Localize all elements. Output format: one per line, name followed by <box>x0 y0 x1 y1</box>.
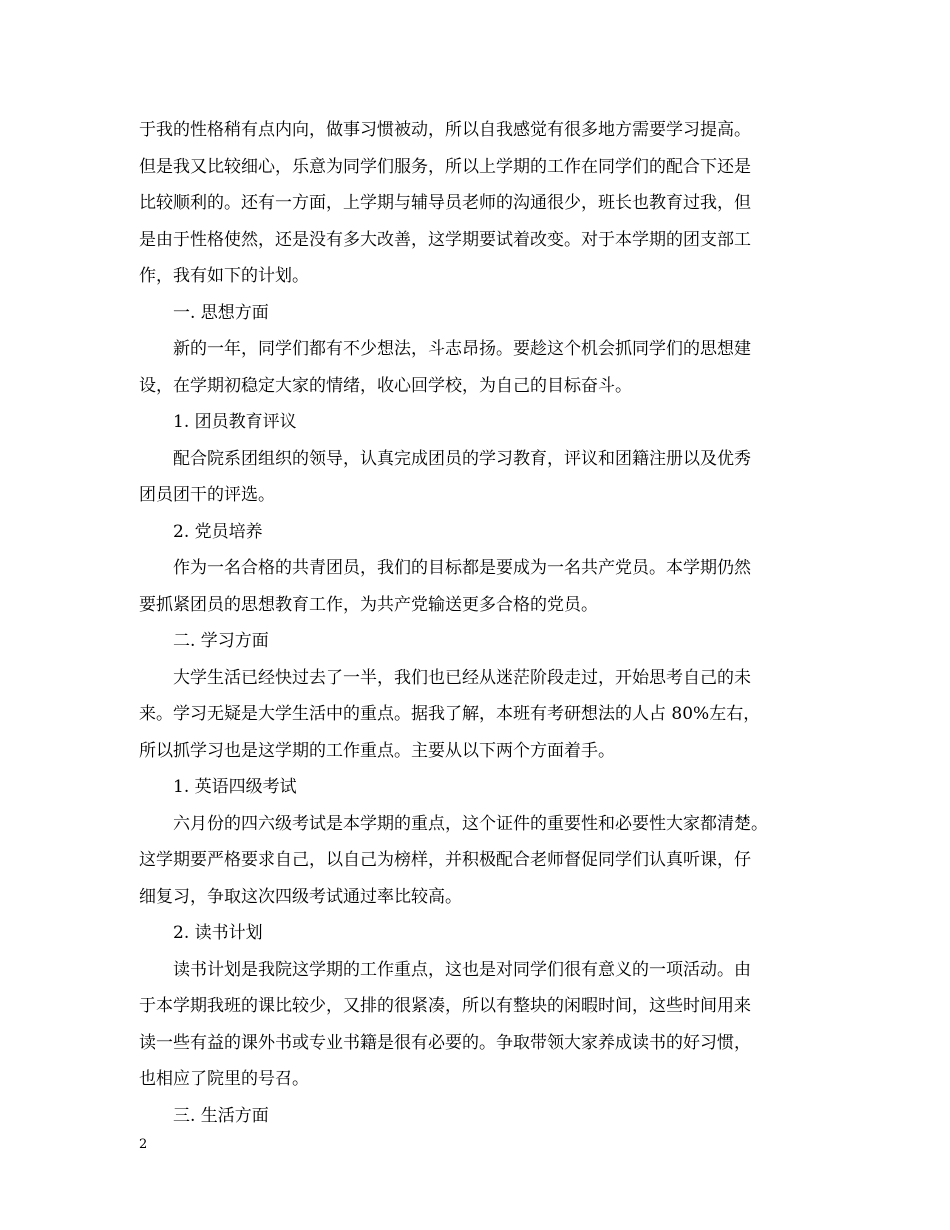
text-line: 新的一年，同学们都有不少想法，斗志昂扬。要趁这个机会抓同学们的思想建 <box>173 339 751 359</box>
text-line: 要抓紧团员的思想教育工作，为共产党输送更多合格的党员。 <box>139 594 598 615</box>
page-number: 2 <box>139 1137 148 1152</box>
text-line: 大学生活已经快过去了一半，我们也已经从迷茫阶段走过，开始思考自己的未 <box>173 667 751 688</box>
text-line: 于我的性格稍有点内向，做事习惯被动，所以自我感觉有很多地方需要学习提高。 <box>139 120 751 140</box>
text-line: 设，在学期初稳定大家的情绪，收心回学校，为自己的目标奋斗。 <box>139 375 632 396</box>
text-line: 团员团干的评选。 <box>139 485 275 505</box>
text-line: 是由于性格使然，还是没有多大改善，这学期要试着改变。对于本学期的团支部工 <box>139 229 751 250</box>
text-line: 来。学习无疑是大学生活中的重点。据我了解，本班有考研想法的人占 80%左右， <box>139 704 761 724</box>
text-line: 比较顺利的。还有一方面，上学期与辅导员老师的沟通很少，班长也教育过我，但 <box>139 193 751 213</box>
text-line: 三. 生活方面 <box>173 1105 269 1126</box>
text-line: 读一些有益的课外书或专业书籍是很有必要的。争取带领大家养成读书的好习惯， <box>139 1032 751 1053</box>
text-line: 于本学期我班的课比较少，又排的很紧凑，所以有整块的闲暇时间，这些时间用来 <box>139 996 751 1016</box>
text-line: 但是我又比较细心，乐意为同学们服务，所以上学期的工作在同学们的配合下还是 <box>139 156 751 177</box>
text-line: 六月份的四六级考试是本学期的重点，这个证件的重要性和必要性大家都清楚。 <box>173 813 768 834</box>
text-line: 二. 学习方面 <box>173 631 269 651</box>
text-line: 1. 团员教育评议 <box>173 412 297 432</box>
text-line: 也相应了院里的号召。 <box>139 1069 309 1089</box>
text-line: 2. 读书计划 <box>173 923 263 943</box>
text-line: 一. 思想方面 <box>173 302 269 323</box>
text-line: 读书计划是我院这学期的工作重点，这也是对同学们很有意义的一项活动。由 <box>173 959 751 980</box>
text-line: 作为一名合格的共青团员，我们的目标都是要成为一名共产党员。本学期仍然 <box>173 558 751 578</box>
text-line: 作，我有如下的计划。 <box>139 266 309 286</box>
text-line: 配合院系团组织的领导，认真完成团员的学习教育，评议和团籍注册以及优秀 <box>173 448 751 469</box>
text-line: 所以抓学习也是这学期的工作重点。主要从以下两个方面着手。 <box>139 740 615 761</box>
document-body <box>139 112 819 1134</box>
text-line: 这学期要严格要求自己，以自己为榜样，并积极配合老师督促同学们认真听课，仔 <box>139 850 751 870</box>
text-line: 2. 党员培养 <box>173 521 263 542</box>
text-line: 细复习，争取这次四级考试通过率比较高。 <box>139 886 462 907</box>
text-line: 1. 英语四级考试 <box>173 777 297 797</box>
